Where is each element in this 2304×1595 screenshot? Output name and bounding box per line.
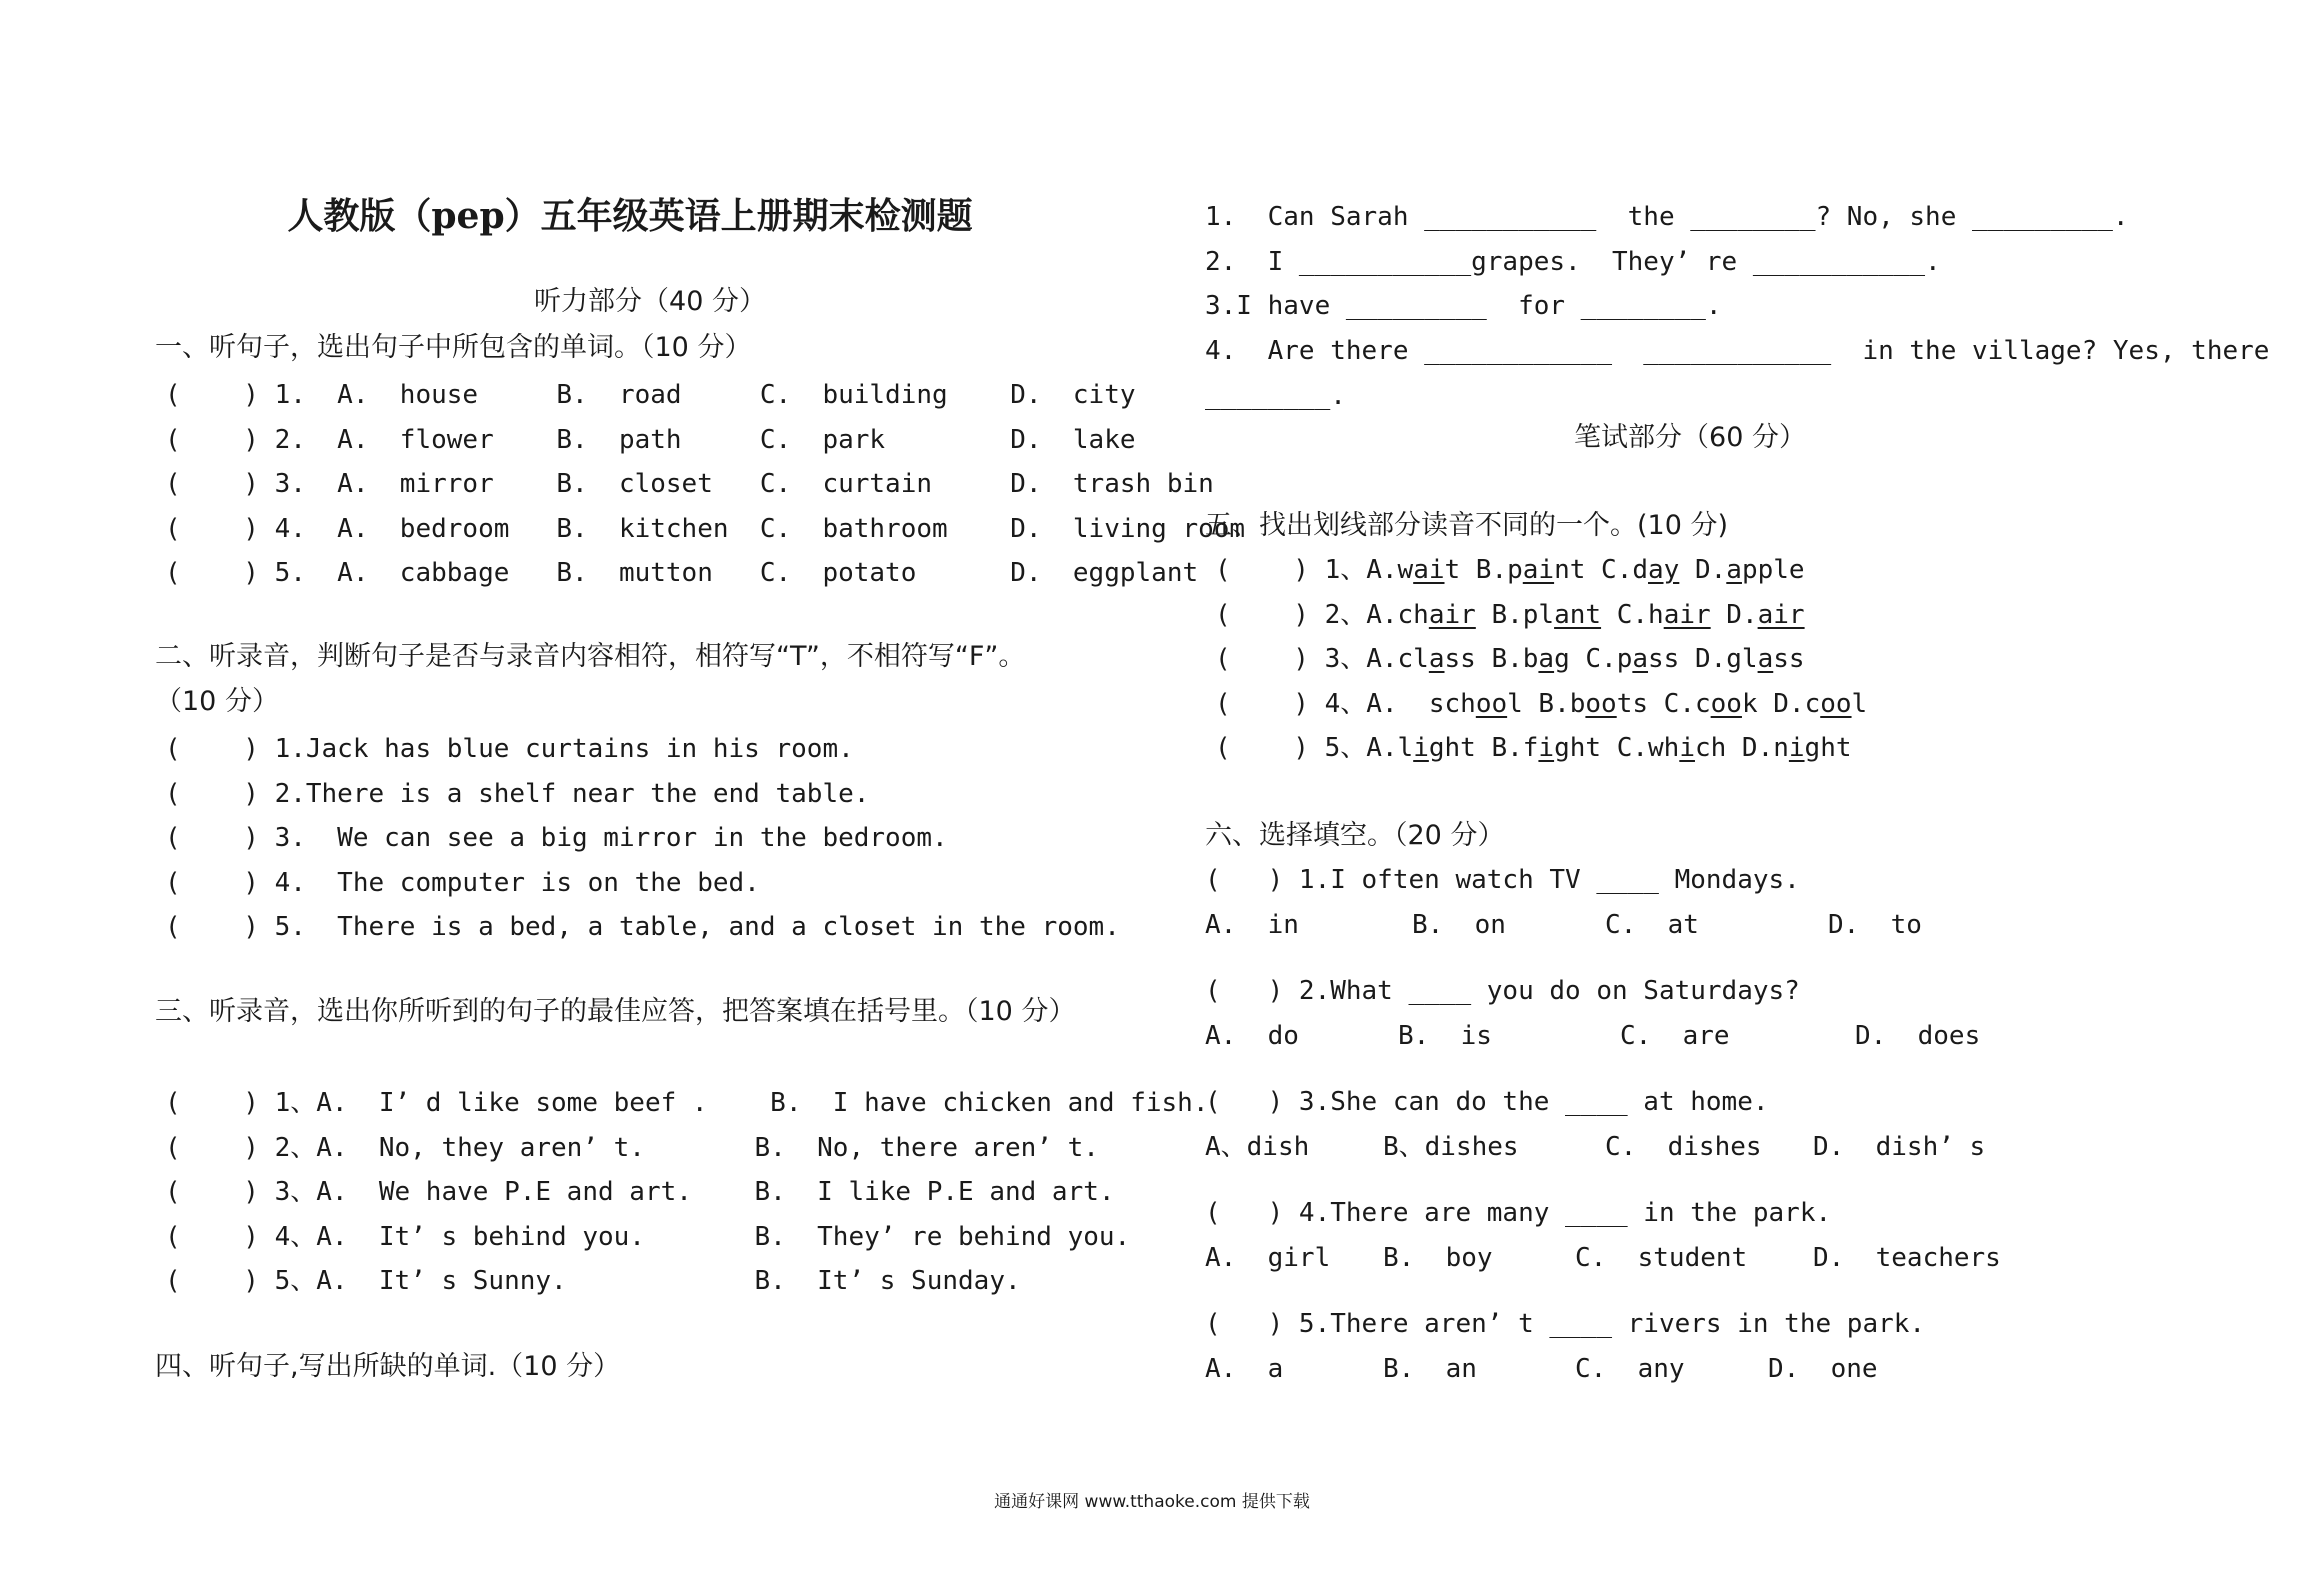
- text-part: ss: [1773, 644, 1805, 674]
- s4-item-3: 3.I have _________ for ________.: [1205, 291, 1722, 321]
- s4-item-4: 4. Are there ____________ ____________ in the village? Yes, there: [1205, 336, 2270, 366]
- underlined-part: ay: [1648, 555, 1680, 585]
- s6-q4-option-d: D. teachers: [1813, 1243, 2001, 1273]
- section-4-header: 四、听句子,写出所缺的单词.（10 分）: [155, 1351, 621, 1382]
- s6-q2-option-d: D. does: [1855, 1021, 1981, 1051]
- text-part: k D.c: [1741, 689, 1821, 719]
- underlined-part: oo: [1585, 689, 1617, 719]
- section-2-header: 二、听录音，判断句子是否与录音内容相符，相符写“T”，不相符写“F”。: [155, 641, 1026, 672]
- s6-question-3: ( ) 3.She can do the ____ at home.: [1205, 1087, 1769, 1117]
- s5-item-3: [1215, 646, 1805, 672]
- text-part: pple: [1741, 555, 1805, 585]
- s5-item-4: [1215, 691, 1867, 717]
- s6-q4-option-b: B. boy: [1383, 1243, 1493, 1273]
- text-part: ght B.f: [1428, 733, 1539, 763]
- underlined-part: oo: [1475, 689, 1508, 719]
- text-part: l B.b: [1507, 689, 1586, 719]
- text-part: g C.p: [1554, 644, 1633, 674]
- s1-item-3: ( ) 3. A. mirror B. closet C. curtain D. trash bin: [165, 469, 1214, 499]
- written-header: 笔试部分（60 分）: [1574, 422, 1806, 453]
- text-part: ( ) 4、A. sch: [1215, 689, 1476, 719]
- underlined-part: i: [1538, 733, 1555, 763]
- s1-item-2: ( ) 2. A. flower B. path C. park D. lake: [165, 425, 1136, 455]
- s2-item-1: ( ) 1.Jack has blue curtains in his room.: [165, 734, 854, 764]
- section-3-header: 三、听录音，选出你所听到的句子的最佳应答，把答案填在括号里。（10 分）: [155, 996, 1076, 1027]
- text-part: D.: [1679, 555, 1727, 585]
- s3-item-5: ( ) 5、A. It’ s Sunny. B. It’ s Sunday.: [165, 1266, 1021, 1296]
- underlined-part: i: [1679, 733, 1695, 763]
- s4-item-1: 1. Can Sarah ___________ the ________? No, she _________.: [1205, 202, 2129, 232]
- s4-item-2: 2. I ___________grapes. They’ re ___________.: [1205, 247, 1941, 277]
- text-part: ( ) 2、A.ch: [1215, 600, 1429, 630]
- underlined-part: a: [1726, 555, 1742, 585]
- underlined-part: a: [1757, 644, 1774, 674]
- text-part: B.pl: [1475, 600, 1555, 630]
- underlined-part: air: [1428, 600, 1476, 630]
- s6-q1-option-b: B. on: [1412, 910, 1506, 940]
- underlined-part: i: [1788, 733, 1805, 763]
- text-part: ss D.gl: [1648, 644, 1758, 674]
- text-part: t B.p: [1444, 555, 1523, 585]
- s3-item-3: ( ) 3、A. We have P.E and art. B. I like P.E and art.: [165, 1177, 1115, 1207]
- listening-header: 听力部分（40 分）: [534, 286, 766, 317]
- s6-q4-option-c: C. student: [1575, 1243, 1748, 1273]
- s1-item-4: ( ) 4. A. bedroom B. kitchen C. bathroom D. living room: [165, 514, 1246, 544]
- s6-q3-option-d: D. dish’ s: [1813, 1132, 1986, 1162]
- s6-q5-option-a: A. a: [1205, 1354, 1284, 1384]
- s2-item-3: ( ) 3. We can see a big mirror in the bedroom.: [165, 823, 948, 853]
- s6-q1-option-d: D. to: [1828, 910, 1922, 940]
- text-part: nt C.d: [1554, 555, 1649, 585]
- s6-q5-option-c: C. any: [1575, 1354, 1685, 1384]
- underlined-part: air: [1757, 600, 1805, 630]
- text-part: ght: [1804, 733, 1852, 763]
- underlined-part: ai: [1413, 555, 1445, 585]
- s3-item-2: ( ) 2、A. No, they aren’ t. B. No, there aren’ t.: [165, 1133, 1099, 1163]
- s6-q1-option-c: C. at: [1605, 910, 1699, 940]
- s2-item-5: ( ) 5. There is a bed, a table, and a closet in the room.: [165, 912, 1120, 942]
- section-2-header-points: （10 分）: [155, 686, 279, 717]
- text-part: ts C.c: [1616, 689, 1711, 719]
- s6-q4-option-a: A. girl: [1205, 1243, 1331, 1273]
- s4-item-4-cont: ________.: [1205, 381, 1346, 411]
- s2-item-2: ( ) 2.There is a shelf near the end table.: [165, 779, 870, 809]
- section-5-header: 五、找出划线部分读音不同的一个。(10 分): [1205, 510, 1729, 541]
- text-part: ght C.wh: [1554, 733, 1680, 763]
- text-part: ss B.b: [1444, 644, 1539, 674]
- text-part: ( ) 3、A.cl: [1215, 644, 1429, 674]
- s6-q3-option-a: A、dish: [1205, 1132, 1310, 1162]
- underlined-part: a: [1632, 644, 1649, 674]
- s6-q2-option-b: B. is: [1398, 1021, 1492, 1051]
- underlined-part: a: [1538, 644, 1555, 674]
- s6-q5-option-d: D. one: [1768, 1354, 1878, 1384]
- s6-q2-option-a: A. do: [1205, 1021, 1299, 1051]
- s6-q1-option-a: A. in: [1205, 910, 1299, 940]
- page-title: 人教版（pep）五年级英语上册期末检测题: [287, 195, 973, 237]
- s6-question-2: ( ) 2.What ____ you do on Saturdays?: [1205, 976, 1800, 1006]
- s3-item-1: ( ) 1、A. I’ d like some beef . B. I have chicken and fish.: [165, 1088, 1209, 1118]
- underlined-part: oo: [1710, 689, 1742, 719]
- text-part: l: [1851, 689, 1868, 719]
- s6-q2-option-c: C. are: [1620, 1021, 1730, 1051]
- underlined-part: air: [1663, 600, 1711, 630]
- section-1-header: 一、听句子，选出句子中所包含的单词。（10 分）: [155, 332, 752, 363]
- s1-item-5: ( ) 5. A. cabbage B. mutton C. potato D. eggplant: [165, 558, 1199, 588]
- s5-item-2: [1215, 602, 1805, 628]
- s3-item-4: ( ) 4、A. It’ s behind you. B. They’ re behind you.: [165, 1222, 1131, 1252]
- s6-question-5: ( ) 5.There aren’ t ____ rivers in the park.: [1205, 1309, 1926, 1339]
- s6-q3-option-c: C. dishes: [1605, 1132, 1762, 1162]
- s5-item-1: [1215, 557, 1805, 583]
- text-part: ( ) 1、A.w: [1215, 555, 1414, 585]
- footer: 通通好课网 www.tthaoke.com 提供下载: [994, 1492, 1310, 1512]
- s6-q3-option-b: B、dishes: [1383, 1132, 1519, 1162]
- s6-question-4: ( ) 4.There are many ____ in the park.: [1205, 1198, 1832, 1228]
- s2-item-4: ( ) 4. The computer is on the bed.: [165, 868, 760, 898]
- underlined-part: i: [1413, 733, 1429, 763]
- section-6-header: 六、选择填空。（20 分）: [1205, 820, 1505, 851]
- underlined-part: oo: [1820, 689, 1852, 719]
- s6-question-1: ( ) 1.I often watch TV ____ Mondays.: [1205, 865, 1800, 895]
- s6-q5-option-b: B. an: [1383, 1354, 1477, 1384]
- underlined-part: a: [1428, 644, 1445, 674]
- underlined-part: ai: [1522, 555, 1555, 585]
- s1-item-1: ( ) 1. A. house B. road C. building D. city: [165, 380, 1136, 410]
- text-part: C.h: [1601, 600, 1664, 630]
- text-part: ( ) 5、A.l: [1215, 733, 1414, 763]
- underlined-part: ant: [1554, 600, 1602, 630]
- text-part: D.: [1710, 600, 1758, 630]
- text-part: ch D.n: [1694, 733, 1789, 763]
- s5-item-5: [1215, 735, 1852, 761]
